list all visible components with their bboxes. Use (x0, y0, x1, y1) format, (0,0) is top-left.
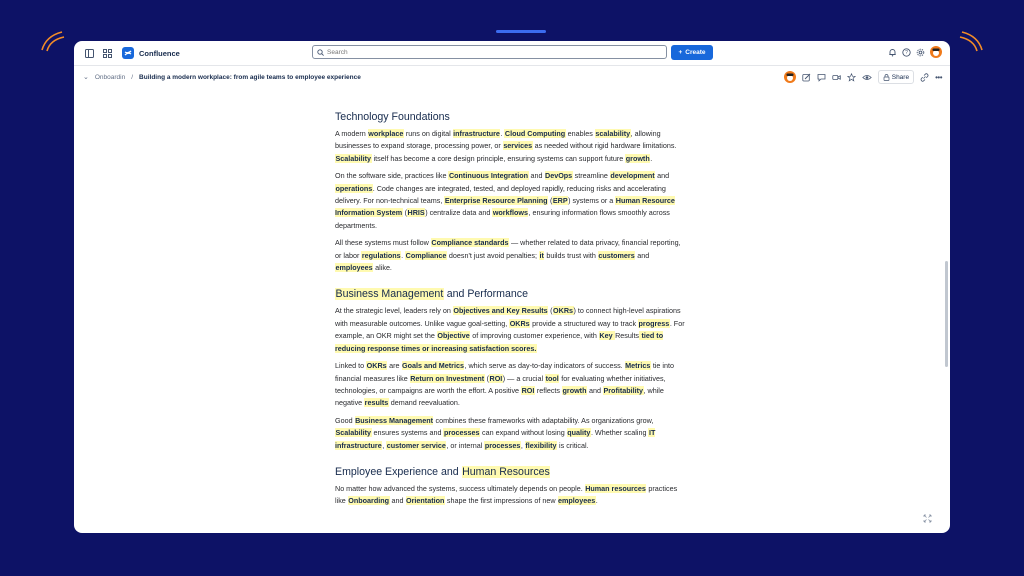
highlighted-term: employees (558, 496, 596, 506)
star-icon[interactable] (847, 73, 856, 82)
highlighted-term: Profitability (603, 385, 644, 395)
highlighted-term: Compliance (405, 250, 447, 260)
svg-text:?: ? (905, 49, 908, 56)
plus-icon: + (678, 49, 683, 56)
highlighted-term: Metrics (625, 361, 651, 371)
highlighted-term: ERP (552, 196, 568, 206)
highlighted-term: growth (625, 153, 650, 163)
highlighted-term: results (364, 398, 389, 408)
paragraph: No matter how advanced the systems, success ultimately depends on people. Human resources practices like Onboarding and Orientation shape the first impressions of new employees. (335, 483, 678, 506)
breadcrumb-bar (74, 66, 950, 88)
highlighted-term: Orientation (406, 496, 445, 506)
highlighted-term: quality (567, 428, 591, 438)
highlighted-term: ROI (521, 385, 535, 395)
highlighted-term: it (539, 250, 544, 260)
highlighted-term: tool (545, 373, 559, 383)
highlighted-term: Objectives and Key Results (453, 306, 548, 316)
page-content (335, 111, 685, 508)
comment-icon[interactable] (817, 73, 826, 82)
paragraph: At the strategic level, leaders rely on Objectives and Key Results (OKRs) to connect high-level aspirations with measurable outcomes. Unlike vague goal-setting, OKRs provide a structured way to track progress. For example, an OKR might set the Objective of improving customer experience, with Key Results tied to reducing response times or increasing satisfaction scores. (335, 306, 685, 353)
highlighted-term: regulations (361, 250, 401, 260)
search-box[interactable] (312, 45, 667, 59)
app-name[interactable]: Confluence (139, 48, 180, 58)
highlighted-term: HRIS (407, 208, 425, 218)
expand-icon[interactable] (923, 514, 932, 523)
breadcrumb-current-page[interactable]: Building a modern workplace: from agile teams to employee experience (139, 73, 361, 81)
highlighted-term: Enterprise Resource Planning (444, 196, 548, 206)
copy-link-icon[interactable] (920, 73, 929, 82)
watch-eye-icon[interactable] (862, 73, 872, 82)
search-input[interactable] (327, 49, 647, 56)
paragraph: Good Business Management combines these frameworks with adaptability. As organizations grow, Scalability ensures systems and processes can expand without losing quality. Whether scaling IT infrastructure, customer service, or internal processes, flexibility is critical. (335, 415, 656, 450)
highlighted-term: OKRs (509, 318, 530, 328)
highlighted-term: IT infrastructure (335, 428, 656, 450)
highlighted-term: Objective (437, 331, 470, 341)
highlighted-term: OKRs (553, 306, 574, 316)
confluence-logo-icon[interactable] (122, 47, 134, 59)
paragraph: Linked to OKRs are Goals and Metrics, which serve as day-to-day indicators of success. Metrics tie into financial measures like Return on Investment (ROI) — a crucial tool for evaluating whether initiatives, technologies, or campaigns are worth the effort. A positive ROI reflects growth and Profitability, while negative results demand reevaluation. (335, 361, 675, 408)
help-icon[interactable] (902, 48, 911, 57)
highlighted-term: Compliance standards (431, 238, 509, 248)
highlighted-term: progress (638, 318, 670, 328)
notifications-bell-icon[interactable] (888, 48, 897, 57)
highlighted-term: Scalability (335, 428, 372, 438)
avatar-face-icon (931, 47, 941, 57)
more-actions-icon[interactable]: ••• (935, 72, 942, 82)
breadcrumb-parent[interactable]: Onboardin (94, 73, 126, 81)
highlighted-term: infrastructure (453, 129, 500, 138)
highlighted-term: processes (443, 428, 480, 438)
highlighted-term: DevOps (545, 171, 573, 181)
highlighted-term: flexibility (525, 440, 557, 450)
paragraph: On the software side, practices like Continuous Integration and DevOps streamline development and operations. Code changes are integrated, tested, and deployed rapidly, reducing risks and accelerating delivery. For non-technical teams, Enterprise Resource Planning (ERP) systems or a Human Resource Information System (HRIS) centralize data and workflows, ensuring information flows smoothly across departments. (335, 171, 675, 230)
highlighted-term: Continuous Integration (448, 171, 529, 181)
highlighted-term: Goals and Metrics (402, 361, 464, 371)
video-icon[interactable] (832, 73, 841, 82)
decorative-bar (496, 30, 546, 33)
highlighted-term: Business Management (355, 415, 433, 425)
highlighted-term: customers (598, 250, 635, 260)
highlighted-term: scalability (595, 129, 631, 138)
avatar-face-icon (785, 72, 795, 82)
highlighted-term: development (610, 171, 655, 181)
share-button[interactable]: Share (878, 70, 914, 84)
highlighted-term: growth (562, 385, 587, 395)
section-heading-technology: Technology Foundations (335, 111, 450, 123)
app-switcher-icon[interactable] (100, 46, 114, 60)
chevron-down-icon[interactable]: ⌄ (83, 74, 89, 81)
breadcrumb-separator: / (131, 73, 134, 81)
highlighted-term: Return on Investment (410, 373, 485, 383)
highlighted-term: Key (599, 331, 615, 341)
highlighted-term: workplace (368, 129, 404, 138)
settings-gear-icon[interactable] (916, 48, 925, 57)
edit-pencil-icon[interactable] (802, 73, 811, 82)
paragraph: A modern workplace runs on digital infrastructure. Cloud Computing enables scalability, allowing businesses to expand storage, processing power, or services as needed without rigid hardware limitations. Scalability itself has become a core design principle, ensuring systems can support future growth. (335, 129, 677, 163)
page-owner-avatar[interactable] (784, 71, 796, 83)
highlighted-term: processes (484, 440, 521, 450)
top-navigation (74, 41, 950, 66)
highlighted-term: ROI (489, 373, 503, 383)
highlighted-term: Onboarding (348, 496, 390, 506)
lock-icon (883, 74, 890, 81)
sidebar-toggle-icon[interactable] (82, 46, 96, 60)
highlighted-term: customer service (386, 440, 446, 450)
highlighted-term: Human Resource Information System (335, 196, 675, 218)
section-heading-employee: Employee Experience and Human Resources (335, 465, 550, 478)
paragraph: All these systems must follow Compliance standards — whether related to data privacy, financial reporting, or labor regulations. Compliance doesn't just avoid penalties; it builds trust with customers and employees alike. (335, 238, 681, 273)
highlighted-term: OKRs (366, 361, 387, 371)
highlighted-term: tied to reducing response times or increasing satisfaction scores. (335, 331, 664, 353)
section-heading-business: Business Management and Performance (335, 288, 528, 301)
user-avatar[interactable] (930, 46, 942, 58)
highlighted-term: Scalability (335, 153, 372, 163)
highlighted-term: Human resources (585, 483, 646, 493)
highlighted-term: services (503, 141, 533, 151)
app-window (74, 41, 950, 533)
create-button[interactable]: + Create (671, 45, 713, 60)
highlighted-term: operations (335, 183, 373, 193)
highlighted-term: employees (335, 263, 373, 273)
decorative-arc-left-icon (40, 30, 66, 52)
highlighted-term: Cloud Computing (504, 129, 566, 138)
scrollbar-thumb[interactable] (945, 261, 948, 367)
highlighted-term: workflows (492, 208, 528, 218)
search-icon (317, 49, 324, 56)
decorative-arc-right-icon (958, 30, 984, 52)
